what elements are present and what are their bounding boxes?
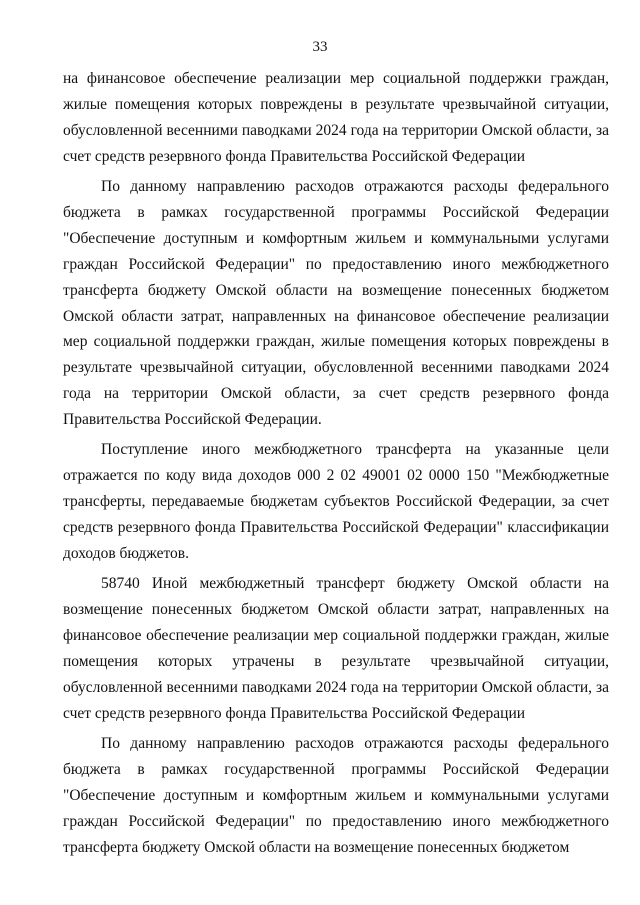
paragraph-code-58740: 58740 Иной межбюджетный трансферт бюджету Омской области на возмещение понесенных бюджетом Омской области затрат, направленных на финансовое обеспечение реализации мер социальной поддержки граждан, жилые помещения которых утрачены в результате чрезвычайной ситуации, обусловленной весенними паводками 2024 года на территории Омской области, за счет средств резервного фонда Правительства Российской Федерации: [63, 575, 609, 722]
paragraph-income-code: Поступление иного межбюджетного трансферта на указанные цели отражается по коду вида доходов 000 2 02 49001 02 0000 150 "Межбюджетные трансферты, передаваемые бюджетам субъектов Российской Федерации, за счет средств резервного фонда Правительства Российской Федерации" классификации доходов бюджетов.: [63, 441, 609, 563]
paragraph-expense-description-2: По данному направлению расходов отражаются расходы федерального бюджета в рамках государственной программы Российской Федерации "Обеспечение доступным и комфортным жильем и коммунальными услугами граждан Российской Федерации" по предоставлению иного межбюджетного трансферта бюджету Омской области на возмещение понесенных бюджетом: [63, 735, 609, 856]
page-number: 33: [312, 39, 328, 55]
paragraph-continuation: на финансовое обеспечение реализации мер социальной поддержки граждан, жилые помещения которых повреждены в результате чрезвычайной ситуации, обусловленной весенними паводками 2024 года на территории Омской области, за счет средств резервного фонда Правительства Российской Федерации: [63, 70, 609, 165]
document-body: [63, 66, 609, 865]
paragraph-expense-description: По данному направлению расходов отражаются расходы федерального бюджета в рамках государственной программы Российской Федерации "Обеспечение доступным и комфортным жильем и коммунальными услугами граждан Российской Федерации" по предоставлению иного межбюджетного трансферта бюджету Омской области на возмещение понесенных бюджетом Омской области затрат, направленных на финансовое обеспечение реализации мер социальной поддержки граждан, жилые помещения которых повреждены в результате чрезвычайной ситуации, обусловленной весенними паводками 2024 года на территории Омской области, за счет средств резервного фонда Правительства Российской Федерации.: [63, 178, 609, 429]
